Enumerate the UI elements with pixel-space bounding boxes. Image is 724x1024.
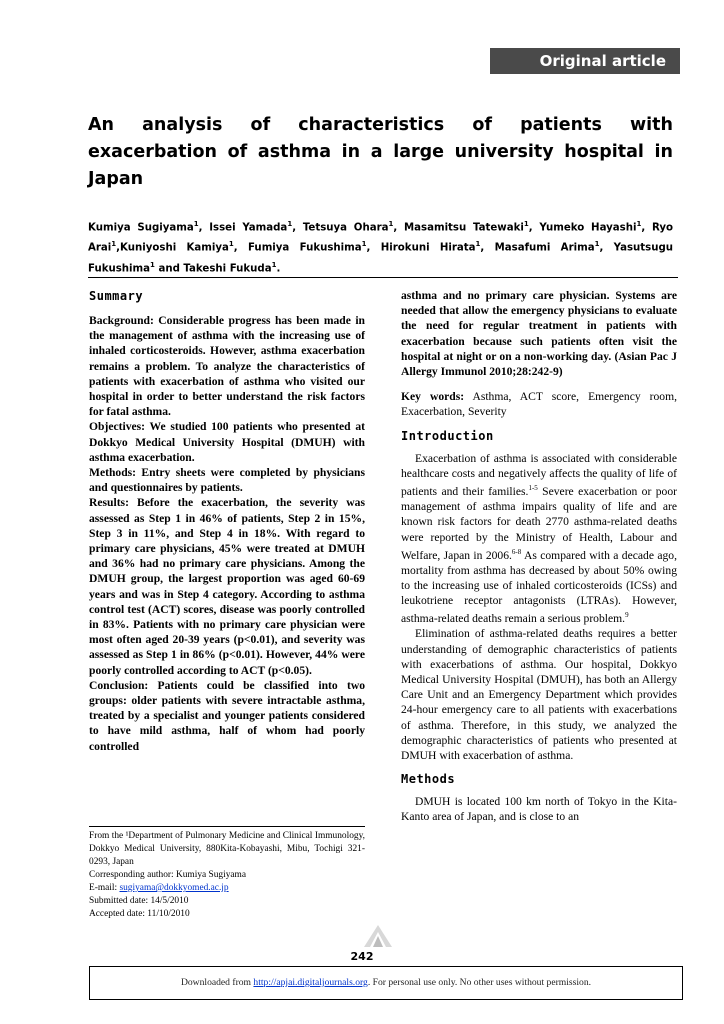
introduction-paragraph-2: Elimination of asthma-related deaths requires a better understanding of demographic characteristics of patients with exacerbations of asthma. Our hospital, Dokkyo Medical University Hospital (DMUH), has both an Allergy Care Unit and an Emergency Department which provides 24-hour emergency care to all patients with exacerbations of asthma. Therefore, in this study, we analyzed the demographic characteristics of patients who presented at DMUH with exacerbation of asthma.: [401, 627, 677, 763]
intro-text-c: As compared with a decade ago, mortality from asthma has decreased by about 50% owing to the increasing use of inhaled corticosteroids (ICSs) and leukotriene receptor antagonists (LTRAs). However, asthma-related deaths remain a serious problem.: [401, 548, 677, 626]
author-affiliation-mark: 1: [594, 240, 600, 249]
author-separator: ,: [480, 242, 495, 254]
author-separator: ,: [292, 222, 303, 234]
author-separator: and: [154, 263, 184, 275]
article-type-banner: Original article: [490, 48, 680, 74]
keywords-list: Asthma, ACT score, Emergency room, Exacerbation, Severity: [401, 390, 678, 419]
page-number: 242: [350, 950, 374, 963]
affiliation-block: [89, 830, 365, 921]
footer-prefix: Downloaded from: [180, 977, 254, 988]
author-affiliation-mark: 1: [636, 220, 642, 228]
journal-logo-icon: [362, 924, 394, 948]
author-separator: ,: [641, 222, 652, 234]
footer-suffix: . For personal use only. No other uses without permission.: [367, 977, 592, 988]
author-affiliation-mark: 1: [228, 240, 234, 249]
introduction-heading: Introduction: [401, 428, 494, 443]
article-title: An analysis of characteristics of patients with exacerbation of asthma in a large university hospital in Japan: [88, 115, 673, 189]
summary-results: Results: Before the exacerbation, the severity was assessed as Step 1 in 46% of patients, Step 2 in 15%, Step 3 in 11%, and Step 4 in 18%. With regard to primary care physicians, 45% were treated at DMUH and 36% had no primary care physicians. Among the DMUH group, the largest proportion was aged 60-69 years and was in Step 4 category. According to asthma control test (ACT) scores, disease was poorly controlled in 83%. Patients with no primary care physician were most often aged 20-39 years (p<0.01), and severity was assessed as Step 1 in 86% (p<0.01). However, 44% were poorly controlled according to ACT (p<0.05).: [89, 496, 365, 677]
keywords: [401, 389, 677, 419]
author-name: Masafumi Arima: [494, 242, 595, 254]
email-line: [89, 882, 365, 895]
citation-ref: 9: [625, 611, 629, 620]
author-affiliation-mark: 1: [361, 240, 367, 249]
methods-paragraph-1: DMUH is located 100 km north of Tokyo in the Kita-Kanto area of Japan, and is close to an: [401, 795, 677, 824]
author-name: Fumiya Fukushima: [247, 242, 362, 254]
author-affiliation-mark: 1: [193, 220, 199, 228]
summary-background: Background: Considerable progress has been made in the management of asthma with the increasing use of inhaled corticosteroids. However, asthma exacerbation remains a problem. To analyze the characteristics of patients with exacerbation of asthma who visited our hospital in order to better understand the risk factors for fatal asthma.: [89, 314, 365, 419]
summary-objectives: Objectives: We studied 100 patients who presented at Dokkyo Medical University Hospital (DMUH) with asthma exacerbation.: [89, 420, 365, 464]
author-separator: ,: [599, 242, 614, 254]
summary-heading: Summary: [89, 289, 144, 303]
author-separator: ,: [233, 242, 248, 254]
header-divider: [88, 277, 678, 278]
accepted-date: Accepted date: 11/10/2010: [89, 909, 190, 919]
author-separator: ,: [528, 222, 540, 234]
author-name: Takeshi Fukuda: [183, 263, 272, 275]
author-name: Kuniyoshi Kamiya: [120, 242, 229, 254]
citation-ref: 6-8: [511, 547, 522, 556]
author-name: Masamitsu Tatewaki: [404, 222, 524, 234]
author-affiliation-mark: 1: [150, 260, 155, 269]
methods-heading: Methods: [401, 772, 456, 787]
citation-ref: 1-5: [528, 484, 538, 493]
intro-text-b2: 2770 asthma-related deaths were reported by the Ministry of Health, Labour and Welfare, Japan in 2006.: [401, 515, 677, 562]
body-column: [401, 288, 677, 825]
intro-text-a: Exacerbation of asthma is associated with considerable healthcare costs and negatively affects the quality of life of patients and their families.: [401, 451, 677, 498]
author-separator: ,: [393, 222, 404, 234]
introduction-paragraph-1: [401, 451, 677, 627]
summary-conclusion: Conclusion: Patients could be classified into two groups: older patients with severe intractable asthma, treated by a specialist and younger patients considered to have mild asthma, half of whom had poorly controlled: [89, 678, 365, 753]
author-affiliation-mark: 1: [111, 240, 117, 249]
author-affiliation-mark: 1: [388, 220, 394, 228]
author-affiliation-mark: 1: [271, 260, 277, 269]
keywords-label: Key words:: [401, 390, 465, 404]
author-separator: ,: [116, 242, 121, 254]
affiliation-divider: [89, 826, 365, 827]
author-name: Tetsuya Ohara: [302, 222, 389, 234]
author-name: Issei Yamada: [209, 222, 288, 234]
author-name: Kumiya Sugiyama: [88, 222, 194, 234]
corresponding-author: Corresponding author: Kumiya Sugiyama: [89, 870, 247, 880]
author-name: Yumeko Hayashi: [539, 222, 637, 234]
author-affiliation-mark: 1: [523, 220, 529, 228]
summary-conclusion-continued: asthma and no primary care physician. Systems are needed that allow the emergency physicians to evaluate the need for regular treatment in patients with exacerbation because such patients often visit the hospital at night or on a non-working day. (Asian Pac J Allergy Immunol 2010;28:242-9): [401, 289, 677, 379]
author-name: Ryo Arai: [88, 222, 674, 254]
email-link[interactable]: sugiyama@dokkyomed.ac.jp: [119, 883, 229, 893]
author-separator: ,: [198, 222, 210, 234]
author-affiliation-mark: 1: [287, 220, 293, 228]
email-label: E-mail:: [89, 883, 120, 893]
summary-methods: Methods: Entry sheets were completed by physicians and questionnaires by patients.: [89, 466, 365, 495]
author-separator: ,: [366, 242, 381, 254]
author-affiliation-mark: 1: [475, 240, 481, 249]
author-name: Yasutsugu Fukushima: [88, 242, 674, 275]
affiliation-text: From the ¹Department of Pulmonary Medicine and Clinical Immunology, Dokkyo Medical University, 880Kita-Kobayashi, Mibu, Tochigi 321-0293, Japan: [89, 831, 365, 867]
author-list: [88, 216, 673, 277]
intro-text-b: Severe exacerbation or poor management of asthma impairs quality of life and are known risk factors for death: [401, 484, 677, 529]
submitted-date: Submitted date: 14/5/2010: [89, 896, 189, 906]
summary-column: [89, 288, 365, 754]
author-name: Hirokuni Hirata: [380, 242, 476, 254]
footer-link[interactable]: http://apjai.digitaljournals.org: [253, 977, 368, 988]
author-separator: .: [276, 263, 281, 275]
download-footer: [89, 966, 683, 1000]
